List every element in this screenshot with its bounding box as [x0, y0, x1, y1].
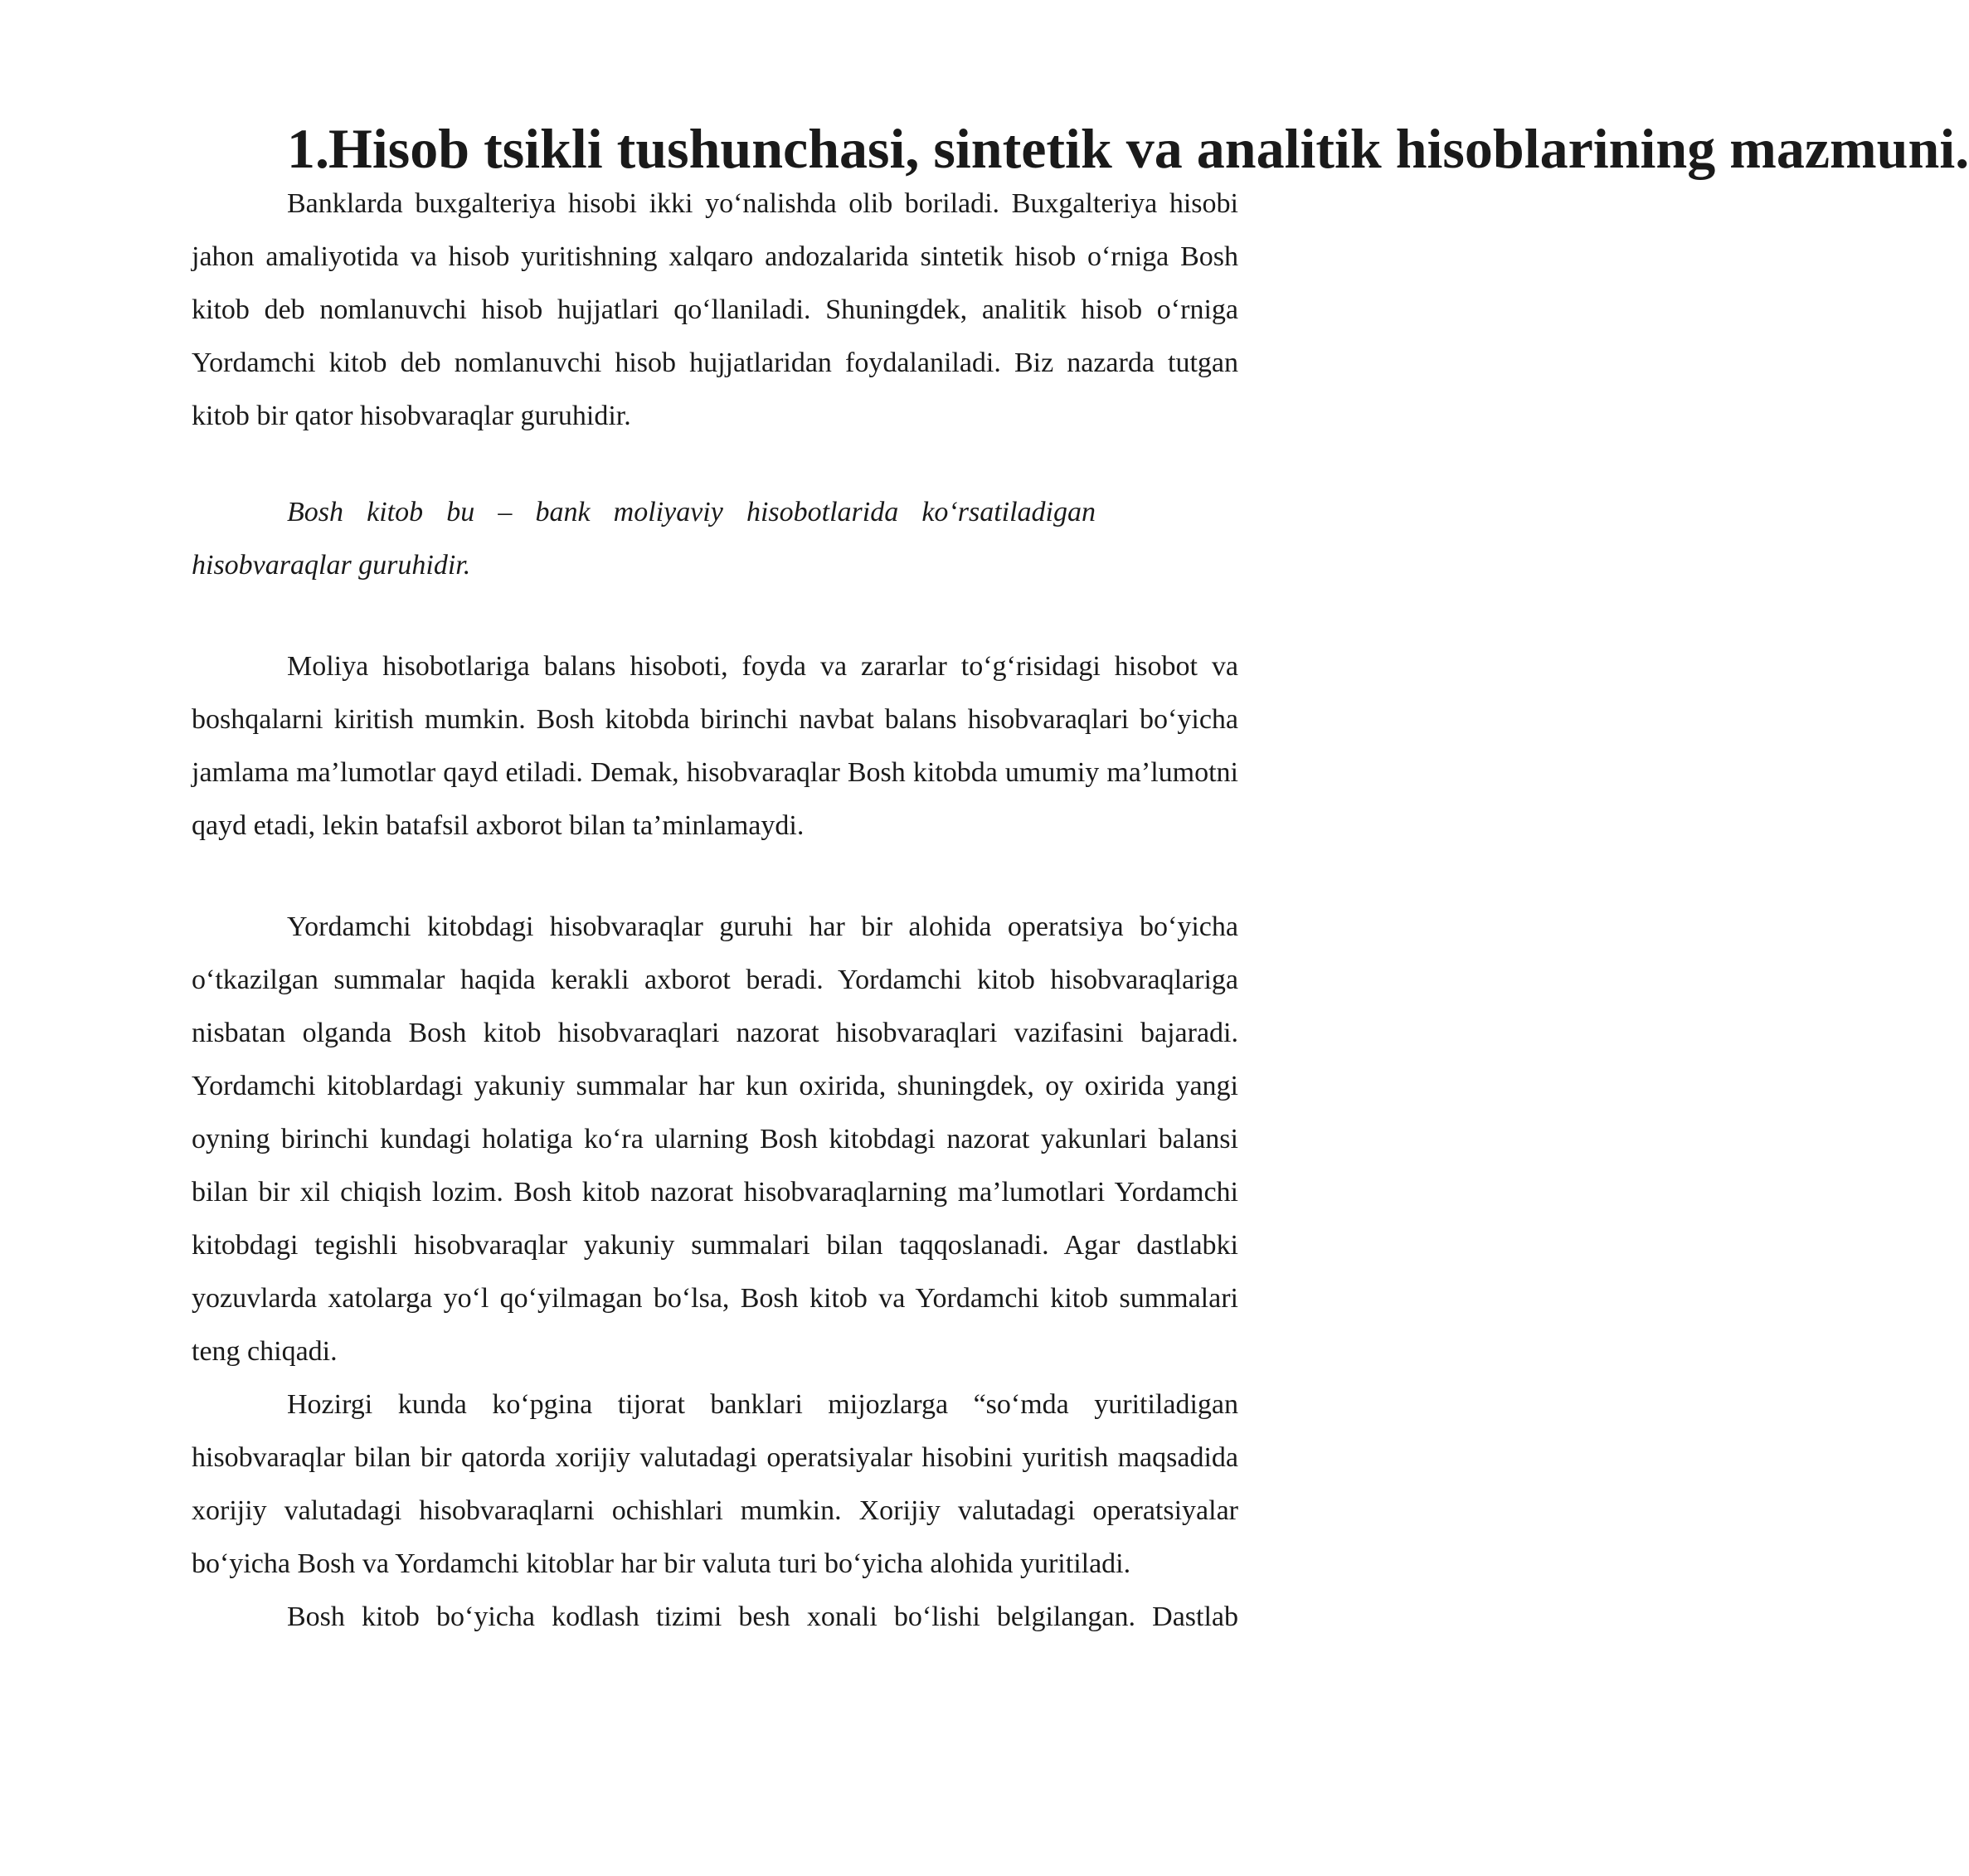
- definition-block: [192, 486, 1096, 592]
- section-number: 1.: [287, 117, 329, 180]
- section-title: Hisob tsikli tushunchasi, sintetik va analitik hisoblarining mazmuni.: [328, 117, 1969, 180]
- document-body: [192, 117, 1969, 1644]
- paragraph-coding-system: Bosh kitob bo‘yicha kodlash tizimi besh xonali bo‘lishi belgilangan. Dastlab: [287, 1601, 1238, 1632]
- paragraph-foreign-currency: Hozirgi kunda ko‘pgina tijorat banklari mijozlarga “so‘mda yuritiladigan hisobvaraqlar bilan bir qatorda xorijiy valutadagi operatsiyalar hisobini yuritish maqsadida xorijiy valutadagi hisobvaraqlarni ochishlari mumkin. Xorijiy valutadagi operatsiyalar bo‘yicha Bosh va Yordamchi kitoblar har bir valuta turi bo‘yicha alohida yuritiladi.: [192, 1389, 1238, 1579]
- paragraph-intro: Banklarda buxgalteriya hisobi ikki yo‘nalishda olib boriladi. Buxgalteriya hisobi jahon amaliyotida va hisob yuritishning xalqaro andozalarida sintetik hisob o‘rniga Bosh kitob deb nomlanuvchi hisob hujjatlari qo‘llaniladi. Shuningdek, analitik hisob o‘rniga Yordamchi kitob deb nomlanuvchi hisob hujjatlaridan foydalaniladi. Biz nazarda tutgan kitob bir qator hisobvaraqlar guruhidir.: [192, 188, 1238, 431]
- paragraph-financial-reports: Moliya hisobotlariga balans hisoboti, foyda va zararlar to‘g‘risidagi hisobot va boshqalarni kiritish mumkin. Bosh kitobda birinchi navbat balans hisobvaraqlari bo‘yicha jamlama ma’lumotlar qayd etiladi. Demak, hisobvaraqlar Bosh kitobda umumiy ma’lumotni qayd etadi, lekin batafsil axborot bilan ta’minlamaydi.: [192, 651, 1238, 841]
- paragraph-subsidiary-ledger: Yordamchi kitobdagi hisobvaraqlar guruhi har bir alohida operatsiya bo‘yicha o‘tkazilgan summalar haqida kerakli axborot beradi. Yordamchi kitob hisobvaraqlariga nisbatan olganda Bosh kitob hisobvaraqlari nazorat hisobvaraqlari vazifasini bajaradi. Yordamchi kitoblardagi yakuniy summalar har kun oxirida, shuningdek, oy oxirida yangi oyning birinchi kundagi holatiga ko‘ra ularning Bosh kitobdagi nazorat yakunlari balansi bilan bir xil chiqish lozim. Bosh kitob nazorat hisobvaraqlarning ma’lumotlari Yordamchi kitobdagi tegishli hisobvaraqlar yakuniy summalari bilan taqqoslanadi. Agar dastlabki yozuvlarda xatolarga yo‘l qo‘yilmagan bo‘lsa, Bosh kitob va Yordamchi kitob summalari teng chiqadi.: [192, 911, 1238, 1367]
- paragraph-definition: Bosh kitob bu – bank moliyaviy hisobotlarida ko‘rsatiladigan hisobvaraqlar guruhidir.: [192, 497, 1096, 581]
- section-heading: [192, 117, 1969, 180]
